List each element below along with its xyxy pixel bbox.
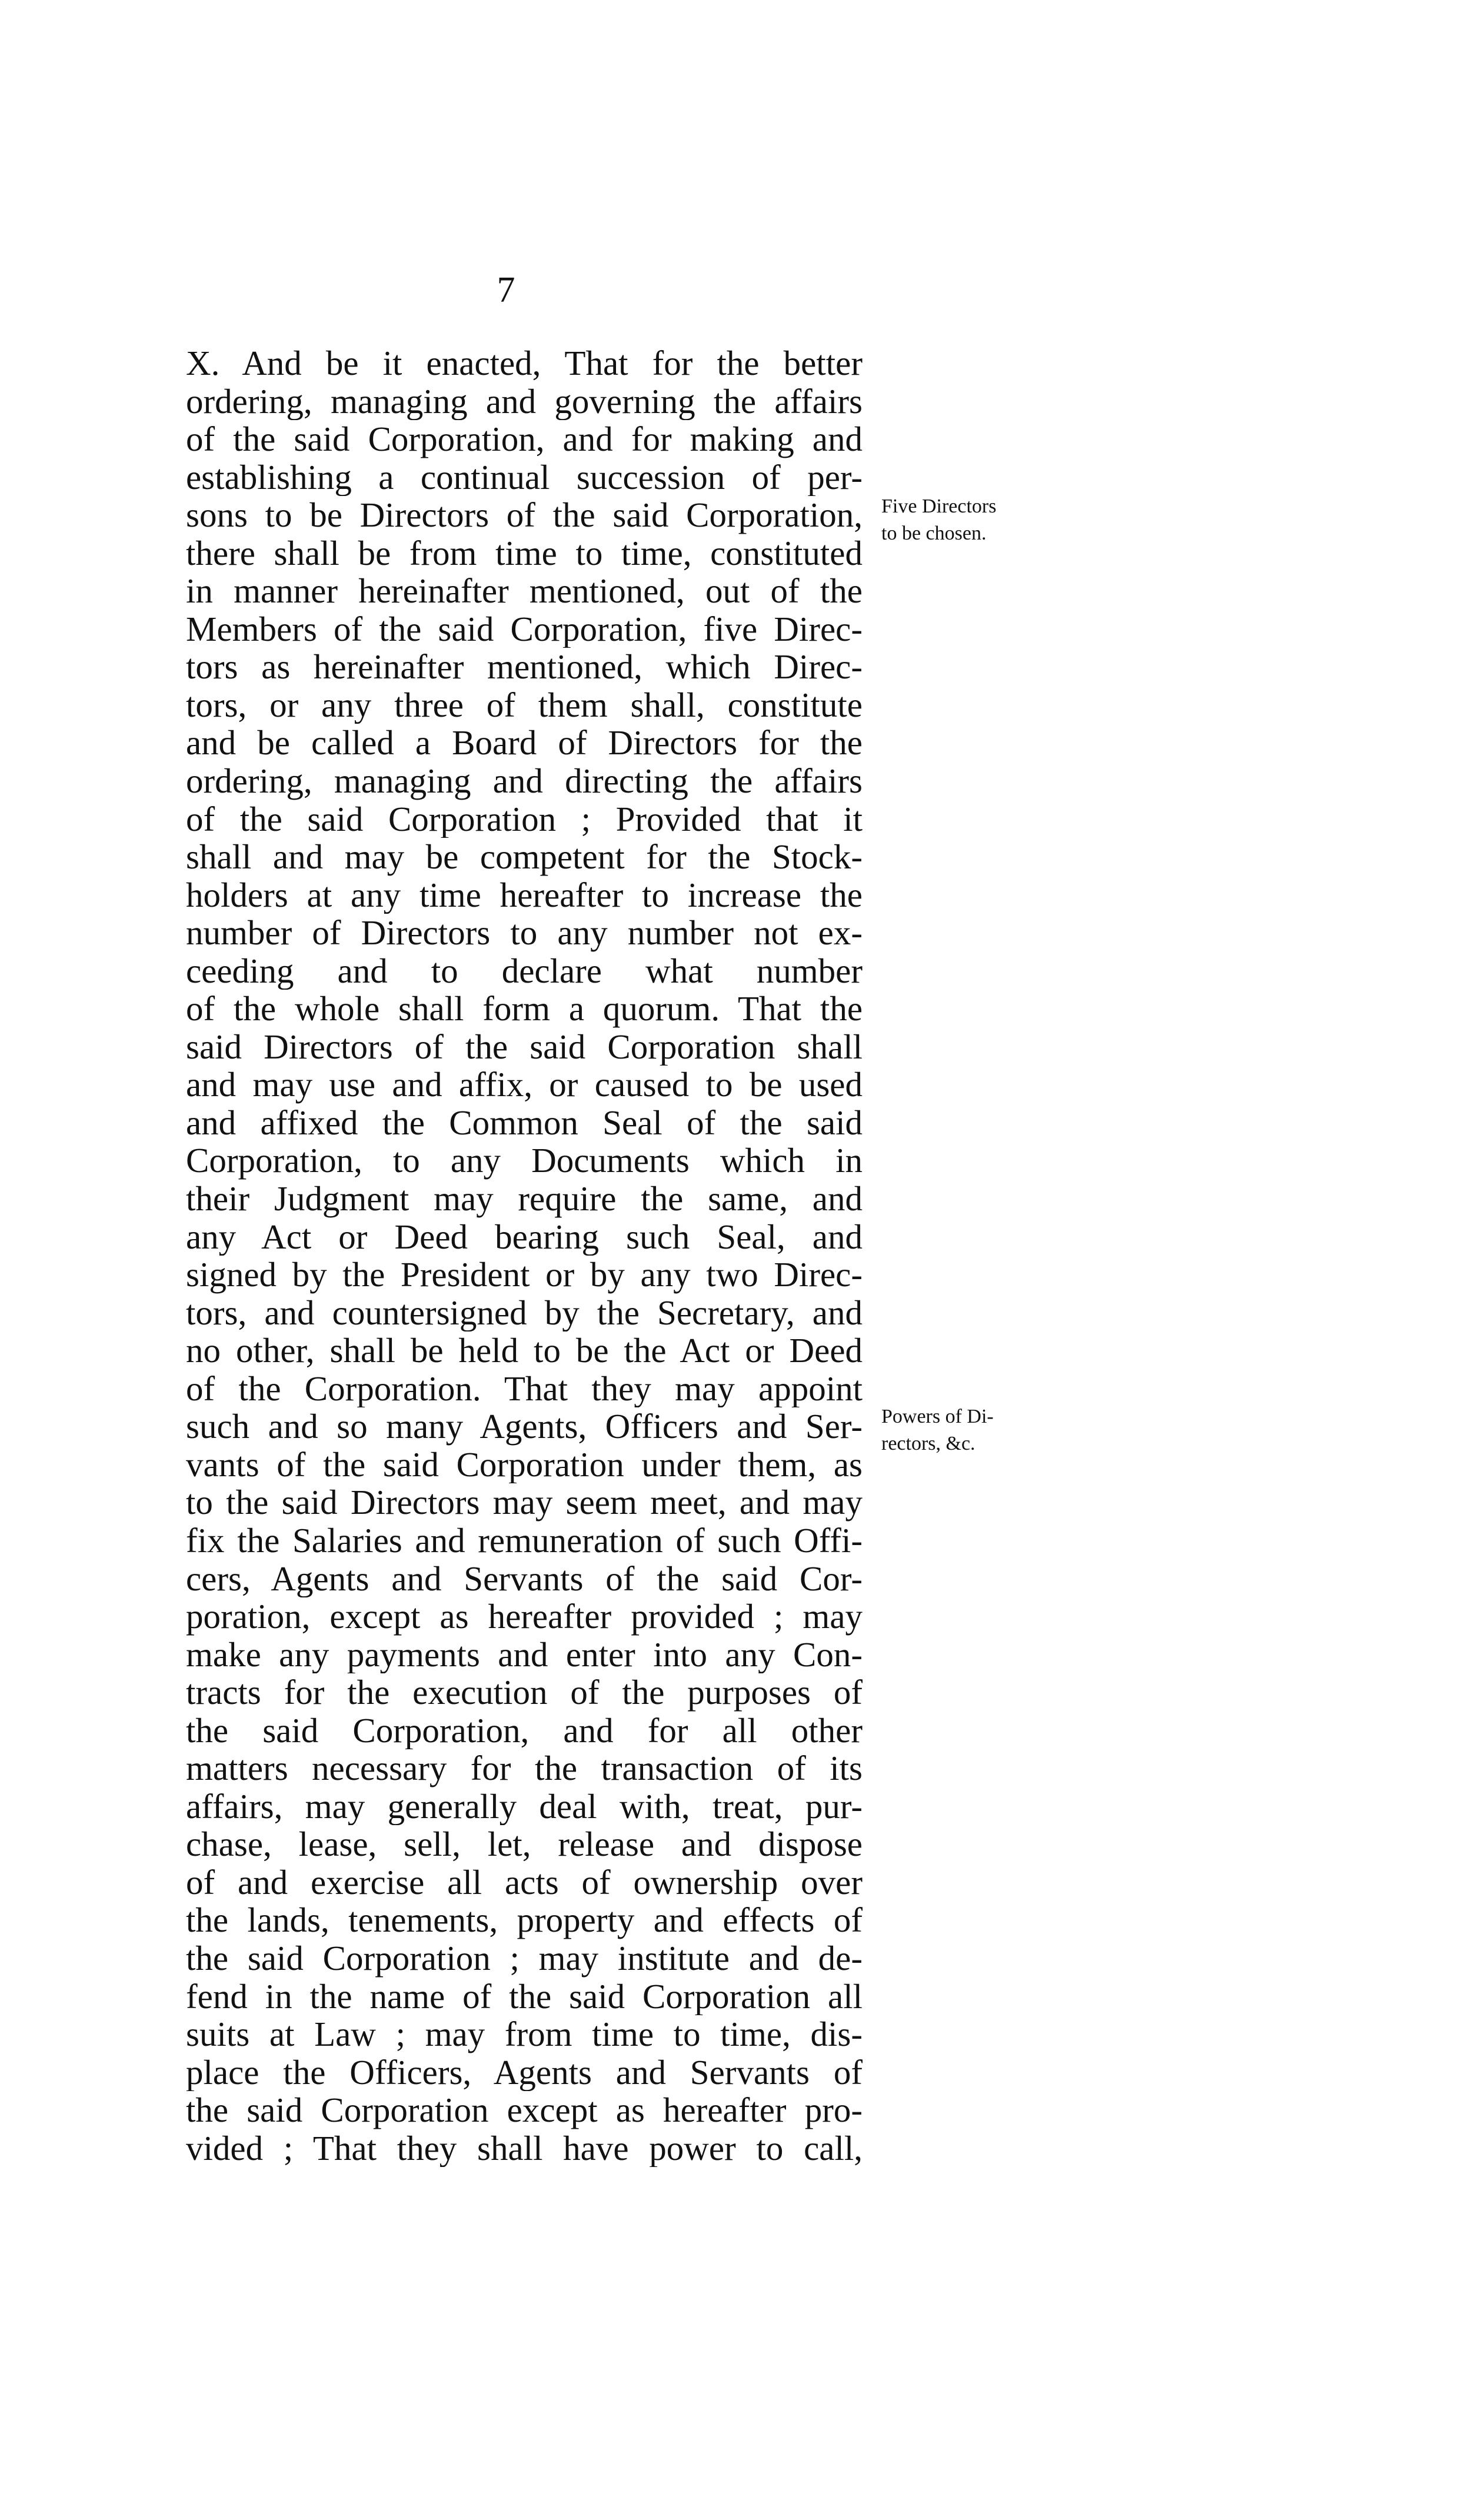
body-line: chase, lease, sell, let, release and dispose (186, 1825, 863, 1863)
body-text (186, 344, 863, 2167)
body-line: shall and may be competent for the Stock- (186, 838, 863, 876)
body-line: the lands, tenements, property and effects of (186, 1901, 863, 1939)
body-line: X. And be it enacted, That for the better (186, 344, 863, 382)
margin-note-line: Powers of Di- (881, 1406, 994, 1427)
body-line: such and so many Agents, Officers and Ser- (186, 1407, 863, 1446)
body-line: ceeding and to declare what number (186, 951, 863, 990)
body-line: tracts for the execution of the purposes of (186, 1673, 863, 1712)
body-line: of the whole shall form a quorum. That the (186, 990, 863, 1028)
body-line: to the said Directors may seem meet, and may (186, 1483, 863, 1522)
body-line: no other, shall be held to be the Act or Deed (186, 1331, 863, 1370)
body-line: fix the Salaries and remuneration of such Offi- (186, 1521, 863, 1560)
body-line: the said Corporation except as hereafter pro- (186, 2091, 863, 2129)
body-line: there shall be from time to time, constituted (186, 534, 863, 572)
body-line: and be called a Board of Directors for the (186, 724, 863, 763)
body-line: of the Corporation. That they may appoint (186, 1369, 863, 1408)
margin-note-line: rectors, &c. (881, 1433, 975, 1454)
body-line: the said Corporation, and for all other (186, 1711, 863, 1750)
body-line: number of Directors to any number not ex- (186, 914, 863, 952)
body-line: cers, Agents and Servants of the said Cor- (186, 1559, 863, 1598)
page-number: 7 (497, 270, 515, 310)
body-line: any Act or Deed bearing such Seal, and (186, 1217, 863, 1256)
body-line: ordering, managing and directing the affairs (186, 762, 863, 800)
body-line: affairs, may generally deal with, treat, pur- (186, 1787, 863, 1826)
body-line: of and exercise all acts of ownership over (186, 1863, 863, 1902)
margin-note-five-directors (881, 493, 996, 547)
body-line: tors, and countersigned by the Secretary, and (186, 1293, 863, 1332)
body-line: matters necessary for the transaction of its (186, 1749, 863, 1787)
body-line: tors, or any three of them shall, constitute (186, 685, 863, 724)
body-line: said Directors of the said Corporation shall (186, 1027, 863, 1066)
body-line: sons to be Directors of the said Corporation, (186, 496, 863, 534)
body-line: the said Corporation ; may institute and de- (186, 1939, 863, 1978)
body-line: establishing a continual succession of per- (186, 458, 863, 497)
body-line: their Judgment may require the same, and (186, 1180, 863, 1218)
body-line: suits at Law ; may from time to time, dis- (186, 2015, 863, 2053)
body-line: of the said Corporation, and for making and (186, 420, 863, 458)
margin-note-line: Five Directors (881, 495, 997, 517)
body-line: of the said Corporation ; Provided that it (186, 800, 863, 838)
margin-note-powers-of-directors (881, 1403, 994, 1457)
body-line: poration, except as hereafter provided ; may (186, 1597, 863, 1636)
body-line: signed by the President or by any two Direc- (186, 1256, 863, 1294)
body-line: vided ; That they shall have power to call, (186, 2129, 863, 2168)
body-line: Corporation, to any Documents which in (186, 1141, 863, 1180)
body-line: and may use and affix, or caused to be used (186, 1066, 863, 1104)
body-line: vants of the said Corporation under them, as (186, 1445, 863, 1484)
body-line: in manner hereinafter mentioned, out of the (186, 572, 863, 610)
body-line: and affixed the Common Seal of the said (186, 1103, 863, 1142)
margin-note-line: to be chosen. (881, 522, 987, 544)
body-line: holders at any time hereafter to increase the (186, 875, 863, 914)
body-line: tors as hereinafter mentioned, which Direc- (186, 648, 863, 686)
body-line: Members of the said Corporation, five Direc- (186, 610, 863, 648)
body-line: make any payments and enter into any Con- (186, 1635, 863, 1674)
body-line: ordering, managing and governing the affairs (186, 382, 863, 421)
body-line: place the Officers, Agents and Servants of (186, 2053, 863, 2092)
body-line: fend in the name of the said Corporation all (186, 1977, 863, 2016)
